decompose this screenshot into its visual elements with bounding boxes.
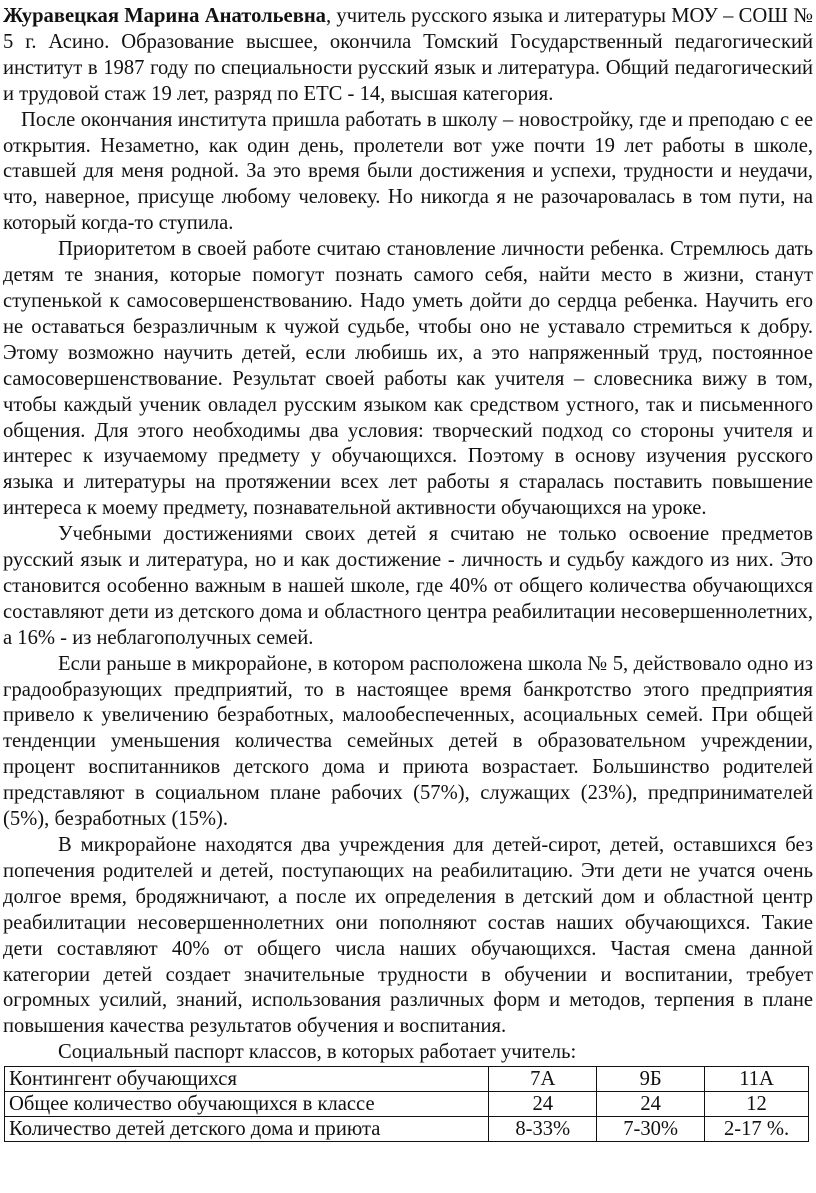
table-cell: 24 [597, 1092, 705, 1117]
author-intro: , учитель русского языка и литературы МОУ – СОШ № 5 г. Асино. Образование высшее, окончила Томский Государственный педагогический институт в 1987 году по специальности русский язык и литература. Общий педагогический и трудовой стаж 19 лет, разряд по ЕТС - 14, высшая категория. [3, 5, 813, 105]
table-cell: 24 [489, 1092, 597, 1117]
table-row [5, 1092, 809, 1117]
table-cell: 8-33% [489, 1117, 597, 1142]
paragraph-2: Приоритетом в своей работе считаю становление личности ребенка. Стремлюсь дать детям те знания, которые помогут познать самого себя, найти место в жизни, станут ступенькой к самосовершенствованию. Надо уметь дойти до сердца ребенка. Научить его не оставаться безразличным к чужой судьбе, чтобы оно не уставало стремиться к добру. Этому возможно научить детей, если любишь их, а это напряженный труд, постоянное самосовершенствование. Результат своей работы как учителя – словесника вижу в том, чтобы каждый ученик овладел русским языком как средством устного, так и письменного общения. Для этого необходимы два условия: творческий подход со стороны учителя и интерес к изучаемому предмету у обучающихся. Поэтому в основу изучения русского языка и литературы на протяжении всех лет работы я старалась поставить повышение интереса к моему предмету, познавательной активности обучающихся на уроке. [3, 238, 813, 520]
table-cell: Общее количество обучающихся в классе [5, 1092, 489, 1117]
paragraph-5: В микрорайоне находятся два учреждения для детей-сирот, детей, оставшихся без попечения родителей и детей, поступающих на реабилитацию. Эти дети не учатся очень долгое время, бродяжничают, а после их определения в детский дом и областной центр реабилитации несовершеннолетних они пополняют состав наших обучающихся. Такие дети составляют 40% от общего числа наших обучающихся. Частая смена данной категории детей создает значительные трудности в обучении и воспитании, требует огромных усилий, знаний, использования различных форм и методов, терпения в плане повышения качества результатов обучения и воспитания. [3, 834, 813, 1038]
table-cell: 7-30% [597, 1117, 705, 1142]
author-name: Журавецкая Марина Анатольевна [3, 5, 326, 27]
paragraph-1: После окончания института пришла работать в школу – новостройку, где и преподаю с ее открытия. Незаметно, как один день, пролетели вот уже почти 19 лет работы в школе, ставшей для меня родной. За это время были достижения и успехи, трудности и неудачи, что, наверное, присуще любому человеку. Но никогда я не разочаровалась в том пути, на который когда-то ступила. [3, 108, 813, 235]
table-header-cell: 11А [705, 1067, 809, 1092]
author-paragraph [3, 4, 813, 108]
table-caption: Социальный паспорт классов, в которых работает учитель: [58, 1041, 577, 1064]
table-cell: 12 [705, 1092, 809, 1117]
table-header-row [5, 1067, 809, 1092]
table-header-cell: 9Б [597, 1067, 705, 1092]
table-cell: Количество детей детского дома и приюта [5, 1117, 489, 1142]
table-header-cell: 7А [489, 1067, 597, 1092]
social-passport-table [4, 1066, 809, 1142]
table-header-cell: Контингент обучающихся [5, 1067, 489, 1092]
table-row [5, 1117, 809, 1142]
table-cell: 2-17 %. [705, 1117, 809, 1142]
paragraph-4: Если раньше в микрорайоне, в котором расположена школа № 5, действовало одно из градообразующих предприятий, то в настоящее время банкротство этого предприятия привело к увеличению безработных, малообеспеченных, асоциальных семей. При общей тенденции уменьшения количества семейных детей в образовательном учреждении, процент воспитанников детского дома и приюта возрастает. Большинство родителей представляют в социальном плане рабочих (57%), служащих (23%), предпринимателей (5%), безработных (15%). [3, 652, 813, 831]
paragraph-3: Учебными достижениями своих детей я считаю не только освоение предметов русский язык и литература, но и как достижение - личность и судьбу каждого из них. Это становится особенно важным в нашей школе, где 40% от общего количества обучающихся составляют дети из детского дома и областного центра реабилитации несовершеннолетних, а 16% - из неблагополучных семей. [3, 523, 813, 649]
